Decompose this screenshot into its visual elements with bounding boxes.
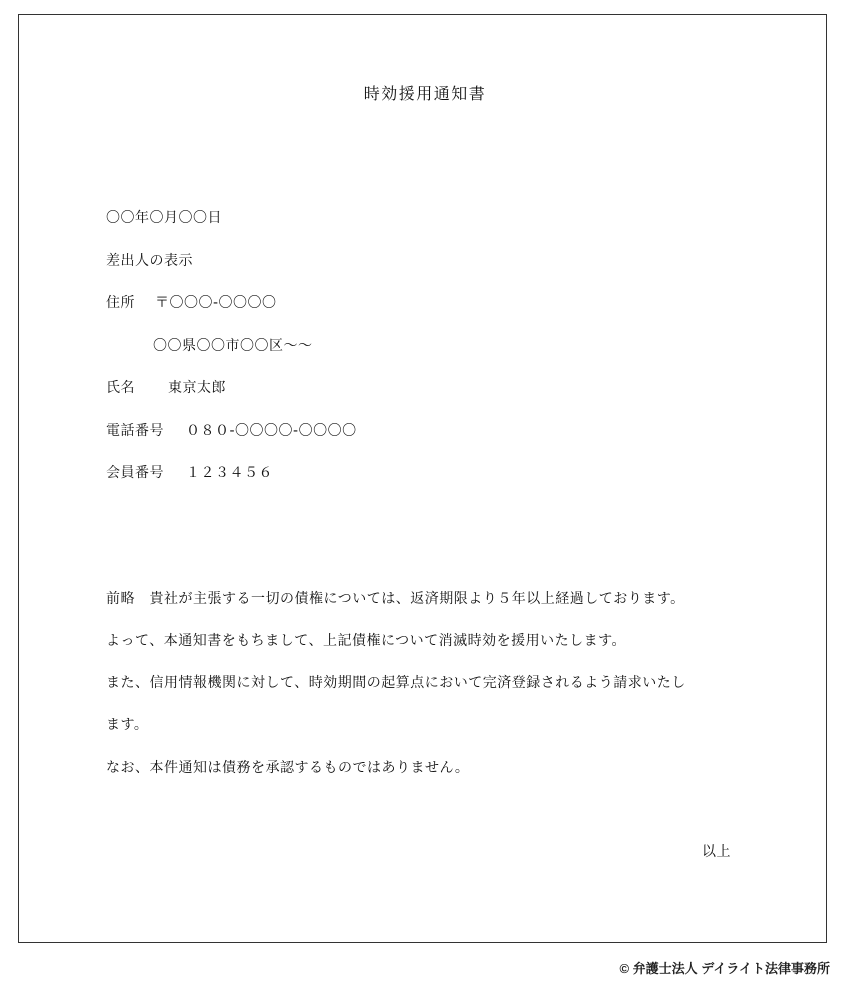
phone-value: ０８０-〇〇〇〇-〇〇〇〇 xyxy=(186,423,357,439)
name-value: 東京太郎 xyxy=(168,380,226,396)
sender-heading: 差出人の表示 xyxy=(106,253,193,269)
document-title: 時効援用通知書 xyxy=(363,84,487,103)
name-label: 氏名 xyxy=(106,380,135,396)
closing-text: 以上 xyxy=(702,844,731,860)
date-line: 〇〇年〇月〇〇日 xyxy=(106,210,222,226)
body-paragraph: また、信用情報機関に対して、時効期間の起算点において完済登録されるよう請求いたし xyxy=(106,675,686,691)
address-line: 〇〇県〇〇市〇〇区〜〜 xyxy=(153,338,313,354)
body-paragraph: よって、本通知書をもちまして、上記債権について消滅時効を援用いたします。 xyxy=(106,633,627,649)
address-label: 住所 xyxy=(106,295,135,311)
body-paragraph: なお、本件通知は債務を承認するものではありません。 xyxy=(106,760,470,776)
member-label: 会員番号 xyxy=(106,465,164,481)
body-paragraph: ます。 xyxy=(106,717,149,733)
member-value: １２３４５６ xyxy=(186,465,273,481)
phone-label: 電話番号 xyxy=(106,423,164,439)
body-paragraph: 前略 貴社が主張する一切の債権については、返済期限より５年以上経過しております。 xyxy=(106,591,685,607)
postal-code: 〒〇〇〇-〇〇〇〇 xyxy=(155,295,277,311)
copyright-notice: © 弁護士法人 デイライト法律事務所 xyxy=(619,961,830,976)
